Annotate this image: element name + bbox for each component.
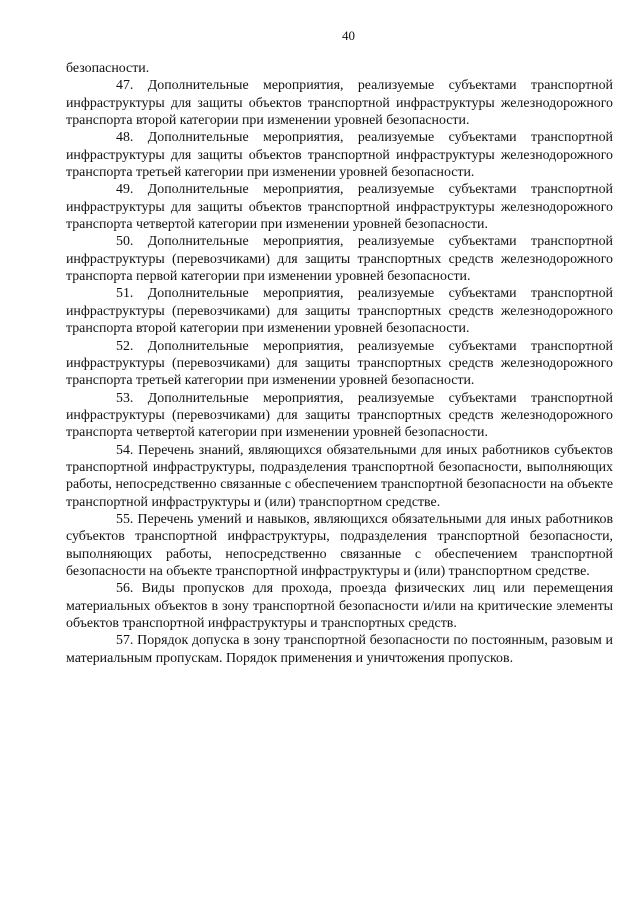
paragraph-item-47: 47. Дополнительные мероприятия, реализуемые субъектами транспортной инфраструктуры для защиты объектов транспортной инфраструктуры железнодорожного транспорта второй категории при изменении уровней безопасности. — [66, 78, 613, 129]
paragraph-item-51: 51. Дополнительные мероприятия, реализуемые субъектами транспортной инфраструктуры (перевозчиками) для защиты транспортных средств железнодорожного транспорта второй категории при изменении уровней безопасности. — [66, 286, 613, 337]
document-body — [66, 60, 613, 667]
paragraph-item-52: 52. Дополнительные мероприятия, реализуемые субъектами транспортной инфраструктуры (перевозчиками) для защиты транспортных средств железнодорожного транспорта третьей категории при изменении уровней безопасности. — [66, 338, 613, 389]
paragraph-item-48: 48. Дополнительные мероприятия, реализуемые субъектами транспортной инфраструктуры для защиты объектов транспортной инфраструктуры железнодорожного транспорта третьей категории при изменении уровней безопасности. — [66, 130, 613, 181]
paragraph-item-55: 55. Перечень умений и навыков, являющихся обязательными для иных работников субъектов транспортной инфраструктуры, подразделения транспортной безопасности, выполняющих работы, непосредственно связанные с обеспечением транспортной безопасности на объекте транспортной инфраструктуры и (или) транспортном средстве. — [66, 511, 613, 579]
paragraph-item-57: 57. Порядок допуска в зону транспортной безопасности по постоянным, разовым и материальным пропускам. Порядок применения и уничтожения пропусков. — [66, 633, 613, 666]
page-number: 40 — [342, 28, 355, 43]
paragraph-item-50: 50. Дополнительные мероприятия, реализуемые субъектами транспортной инфраструктуры (перевозчиками) для защиты транспортных средств железнодорожного транспорта первой категории при изменении уровней безопасности. — [66, 234, 613, 285]
paragraph-item-49: 49. Дополнительные мероприятия, реализуемые субъектами транспортной инфраструктуры для защиты объектов транспортной инфраструктуры железнодорожного транспорта четвертой категории при изменении уровней безопасности. — [66, 182, 613, 233]
paragraph-continuation: безопасности. — [66, 61, 150, 76]
paragraph-item-56: 56. Виды пропусков для прохода, проезда физических лиц или перемещения материальных объектов в зону транспортной безопасности и/или на критические элементы объектов транспортной инфраструктуры и транспортных средств. — [66, 581, 613, 631]
paragraph-item-54: 54. Перечень знаний, являющихся обязательными для иных работников субъектов транспортной инфраструктуры, подразделения транспортной безопасности, выполняющих работы, непосредственно связанные с обеспечением транспортной безопасности на объекте транспортной инфраструктуры и (или) транспортном средстве. — [66, 442, 613, 510]
paragraph-item-53: 53. Дополнительные мероприятия, реализуемые субъектами транспортной инфраструктуры (перевозчиками) для защиты транспортных средств железнодорожного транспорта четвертой категории при изменении уровней безопасности. — [66, 390, 613, 441]
